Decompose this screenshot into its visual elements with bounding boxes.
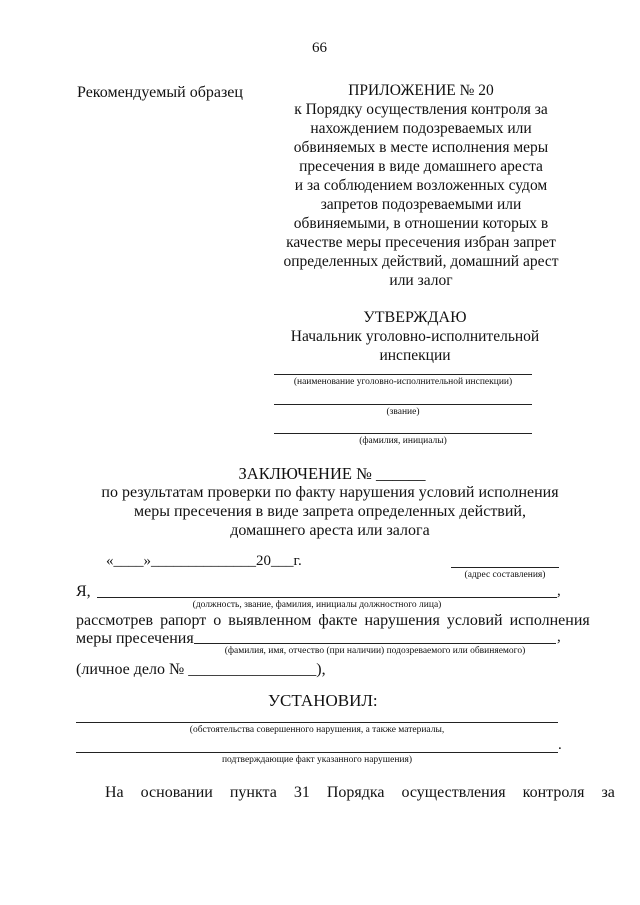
conclusion-subtitle: меры пресечения в виде запрета определенных действий, bbox=[134, 503, 526, 520]
rank-line bbox=[274, 404, 532, 405]
personal-file: (личное дело № ________________), bbox=[76, 661, 326, 678]
rank-caption: (звание) bbox=[386, 407, 420, 417]
basis-text: На основании пункта 31 Порядка осуществления контроля за bbox=[105, 784, 615, 801]
annex-line: нахождением подозреваемых или bbox=[310, 120, 532, 137]
suspect-comma: , bbox=[557, 629, 561, 645]
official-caption: (должность, звание, фамилия, инициалы должностного лица) bbox=[192, 600, 442, 610]
address-line bbox=[451, 567, 559, 568]
recommended-sample-label: Рекомендуемый образец bbox=[77, 84, 243, 101]
inspection-line bbox=[274, 374, 532, 375]
annex-line: запретов подозреваемыми или bbox=[320, 196, 522, 213]
suspect-line bbox=[194, 643, 556, 644]
confirming-line bbox=[76, 752, 558, 753]
page-number: 66 bbox=[312, 40, 327, 56]
name-line bbox=[274, 433, 532, 434]
circumstances-line bbox=[76, 722, 558, 723]
approval-title: УТВЕРЖДАЮ bbox=[363, 309, 467, 326]
annex-line: обвиняемых в месте исполнения меры bbox=[293, 139, 549, 156]
approval-position: инспекции bbox=[379, 347, 451, 364]
inspection-caption: (наименование уголовно-исполнительной инспекции) bbox=[293, 377, 513, 387]
date-field: «____»______________20___г. bbox=[106, 553, 302, 569]
annex-line: качестве меры пресечения избран запрет bbox=[286, 234, 556, 251]
annex-line: и за соблюдением возложенных судом bbox=[294, 177, 548, 194]
official-line bbox=[97, 597, 557, 598]
conclusion-subtitle: домашнего ареста или залога bbox=[230, 522, 430, 539]
report-text: рассмотрев рапорт о выявленном факте нарушения условий исполнения bbox=[76, 612, 590, 629]
address-caption: (адрес составления) bbox=[464, 570, 546, 580]
official-comma: , bbox=[557, 583, 561, 599]
annex-line: к Порядку осуществления контроля за bbox=[294, 101, 548, 118]
annex-block bbox=[276, 81, 566, 290]
conclusion-title: ЗАКЛЮЧЕНИЕ № ______ bbox=[238, 464, 426, 483]
conclusion-subtitle: по результатам проверки по факту нарушения условий исполнения bbox=[101, 484, 559, 501]
confirming-period: . bbox=[558, 737, 562, 753]
approval-block bbox=[270, 308, 560, 365]
confirming-caption: подтверждающие факт указанного нарушения) bbox=[221, 755, 413, 765]
name-caption: (фамилия, инициалы) bbox=[359, 436, 447, 446]
suspect-caption: (фамилия, имя, отчество (при наличии) подозреваемого или обвиняемого) bbox=[224, 646, 526, 656]
annex-line: обвиняемыми, в отношении которых в bbox=[293, 215, 549, 232]
conclusion-heading bbox=[60, 464, 600, 540]
annex-title: ПРИЛОЖЕНИЕ № 20 bbox=[348, 82, 494, 99]
approval-position: Начальник уголовно-исполнительной bbox=[290, 328, 540, 345]
annex-line: определенных действий, домашний арест bbox=[283, 253, 559, 270]
annex-line: пресечения в виде домашнего ареста bbox=[299, 158, 543, 175]
circumstances-caption: (обстоятельства совершенного нарушения, а также материалы, bbox=[189, 725, 445, 735]
annex-line: или залог bbox=[389, 272, 453, 289]
established-heading: УСТАНОВИЛ: bbox=[268, 691, 378, 710]
i-label: Я, bbox=[76, 583, 91, 600]
measure-label: меры пресечения bbox=[76, 630, 194, 647]
